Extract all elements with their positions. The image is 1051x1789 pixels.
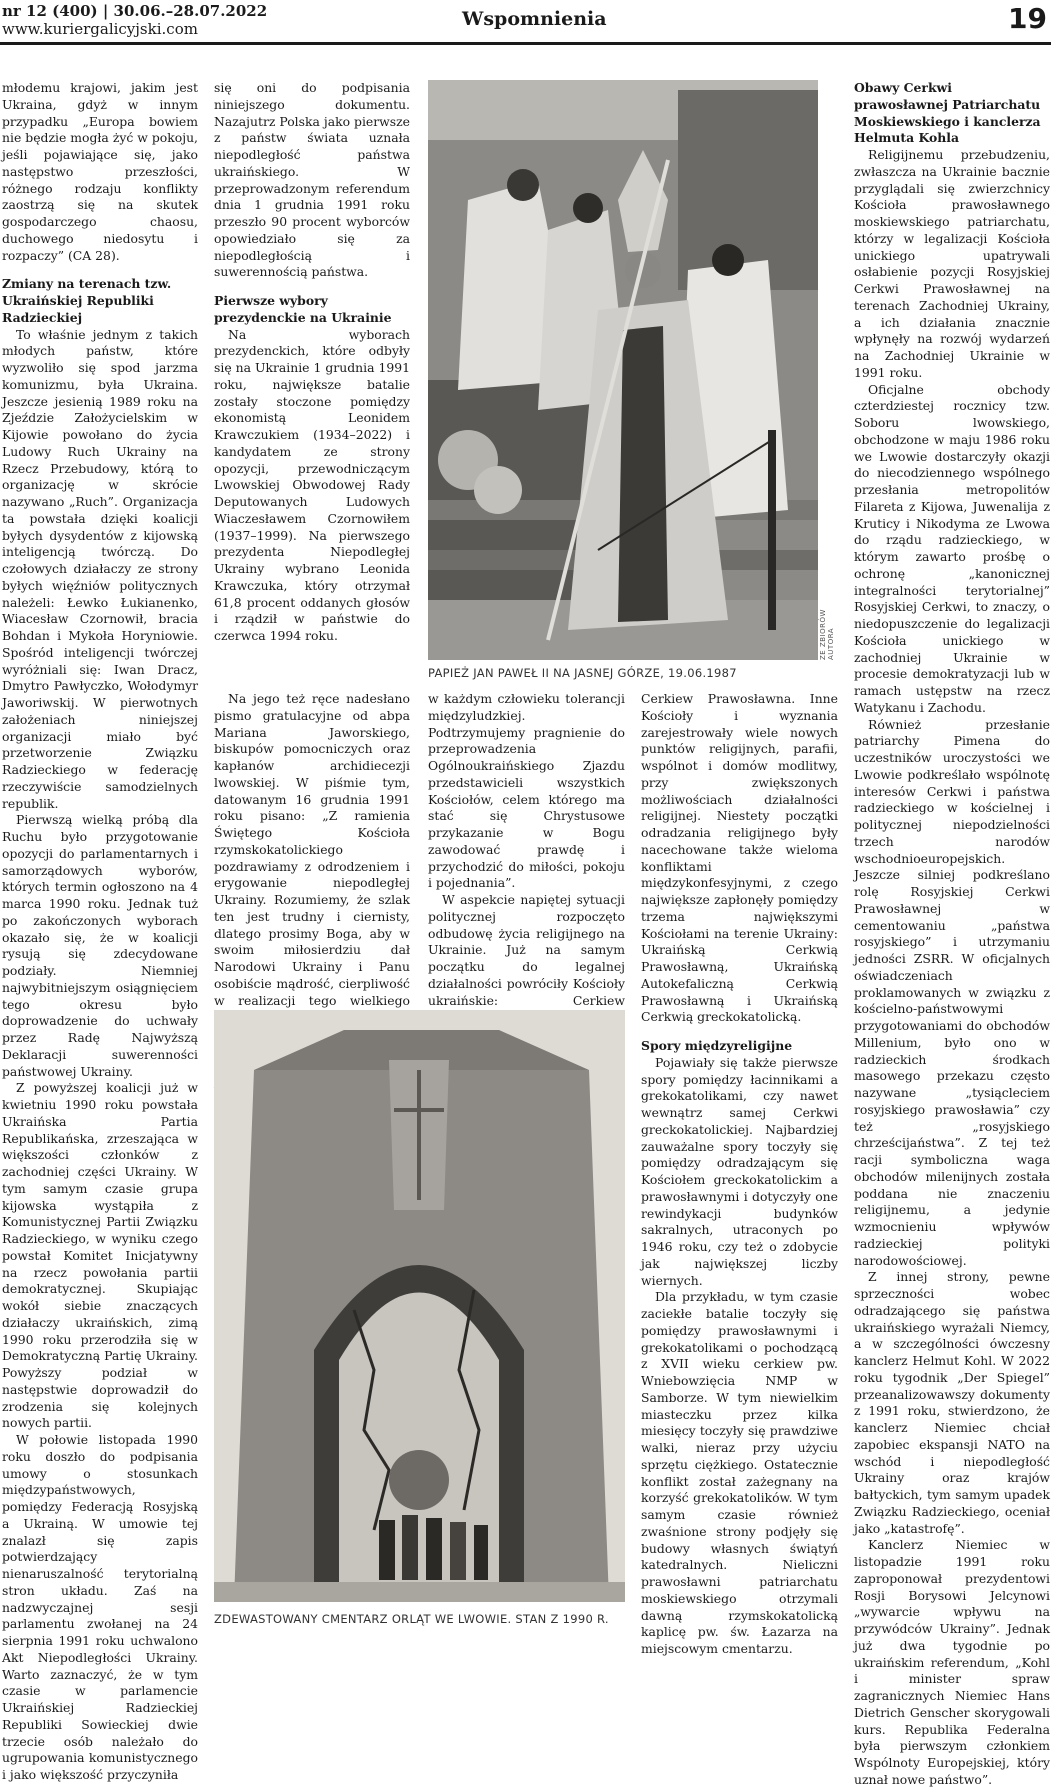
section-title: Wspomnienia	[462, 8, 607, 30]
paragraph: Na jego też ręce nadesłano pismo gratulacyjne od abpa Mariana Jaworskiego, biskupów pomocniczych oraz kapłanów archidiecezji lwowskiej. W piśmie tym, datowanym 16 grudnia 1991 roku pisano: „Z ramienia Świętego Kościoła rzymskokatolickiego pozdrawiamy z odrodzeniem i erygowanie niepodległej Ukrainy. Rozumiemy, że szlak ten jest trudny i ciernisty, dlatego prosimy Boga, aby w swoim miłosierdziu dał Narodowi Ukrainy i Panu osobiście mądrość, cierpliwość w realizacji tego wielkiego	[214, 691, 410, 1008]
page-number: 19	[1008, 2, 1047, 35]
subheading: Obawy Cerkwi prawosławnej Patriarchatu Moskiewskiego i kanclerza Helmuta Kohla	[854, 80, 1041, 146]
pope-photo	[428, 80, 818, 660]
paragraph: Cerkiew Prawosławna. Inne Kościoły i wyznania zarejestrowały wiele nowych punktów religijnych, parafii, wspólnot i domów modlitwy, przy zwiększonych możliwościach działalności religijnej. Niestety początki odradzania religijnego były nacechowane także wieloma konfliktami międzykonfesyjnymi, z czego największe zapłonęły pomiędzy trzema największymi Kościołami na terenie Ukrainy: Ukraińską Cerkwią Prawosławną, Ukraińską Autokefaliczną Cerkwią Prawosławną i Ukraińską Cerkwią greckokatolicką.	[641, 691, 838, 1025]
photo-credit: ZE ZBIORÓW AUTORA	[819, 609, 835, 660]
header-meta	[2, 2, 267, 38]
paragraph: Z innej strony, pewne sprzeczności wobec odradzającego się państwa ukraińskiego wyrażali Niemcy, a w szczególności ówczesny kanclerz Helmut Kohl. W 2022 roku tygodnik „Der Spiegel” przeanalizowawszy dokumenty z 1991 roku, stwierdzono, że kanclerz Niemiec chciał zapobiec ekspansji NATO na wschód i niepodległość Ukrainy oraz krajów bałtyckich, tym samym upadek Związku Radzieckiego, oceniał jako „katastrofę”.	[854, 1269, 1050, 1536]
article-column-3	[428, 691, 625, 1021]
website-link[interactable]: www.kuriergalicyjski.com	[2, 20, 198, 38]
article-column-2-continued	[214, 691, 410, 1011]
paragraph: Religijnemu przebudzeniu, zwłaszcza na Ukrainie bacznie przyglądali się zwierzchnicy Kościoła prawosławnego moskiewskiego patriarchatu, którzy w legalizacji Kościoła unickiego upatrywali osłabienie pozycji Rosyjskiej Cerkwi Prawosławnej na terenach Zachodniej Ukrainy, a ich działania znacznie wpłynęły na rozwój wydarzeń na Zachodniej Ukrainie w 1991 roku.	[854, 147, 1050, 380]
article-column-2	[214, 80, 410, 692]
photo-caption: ZDEWASTOWANY CMENTARZ ORLĄT WE LWOWIE. STAN Z 1990 R.	[214, 1612, 609, 1626]
paragraph: Również przesłanie patriarchy Pimena do uczestników uroczystości we Lwowie podkreślało wspólnotę interesów Cerkwi i państwa radzieckiego w kościelnej i politycznej niepodzielności trzech narodów wschodnioeuropejskich. Jeszcze silniej podkreślano rolę Rosyjskiej Cerkwi Prawosławnej w cementowaniu „państwa rosyjskiego” i utrzymaniu jedności ZSRR. W oficjalnych oświadczeniach proklamowanych w związku z kościelno-państwowymi przygotowaniami do obchodów Millenium, było ono w radzieckich środkach masowego przekazu często nazywane „tysiącleciem rosyjskiego prawosławia” czy też „rosyjskiego chrześcijaństwa”. Z tej też racji symboliczna waga obchodów milenijnych została poddana nie znaczeniu religijnemu, a jedynie wzmocnieniu wpływów radzieckiej polityki narodowościowej.	[854, 716, 1050, 1268]
header-rule	[0, 42, 1051, 45]
article-column-5	[854, 80, 1050, 1787]
paragraph: Z powyższej koalicji już w kwietniu 1990 roku powstała Ukraińska Partia Republikańska, zrzeszająca w większości członków z zachodniej części Ukrainy. W tym samym czasie grupa kijowska wystąpiła z Komunistycznej Partii Związku Radzieckiego, w wyniku czego powstał Komitet Inicjatywny na rzecz powołania partii demokratycznej. Skupiając wokół siebie znaczących działaczy ukraińskich, zimą 1990 roku przerodziła się w Demokratyczną Partię Ukrainy. Powyższy podział w następstwie doprowadził do zrodzenia się kolejnych nowych partii.	[2, 1080, 198, 1431]
article-column-1	[2, 80, 198, 1782]
paragraph: W połowie listopada 1990 roku doszło do podpisania umowy o stosunkach międzypaństwowych, pomiędzy Federacją Rosyjską a Ukrainą. W umowie tej znalazł się zapis potwierdzający nienaruszalność terytorialną stron układu. Zaś na nadzwyczajnej sesji parlamentu zwołanej na 24 sierpnia 1991 roku uchwalono Akt Niepodległości Ukrainy. Warto zaznaczyć, że w tym czasie w parlamencie Ukraińskiej Radzieckiej Republiki Sowieckiej dwie trzecie osób należało do ugrupowania komunistycznego i jako większość przyczyniła	[2, 1432, 198, 1782]
paragraph: Na wyborach prezydenckich, które odbyły się na Ukrainie 1 grudnia 1991 roku, największe batalie zostały stoczone pomiędzy ekonomistą Leonidem Krawczukiem (1934–2022) i kandydatem ze strony opozycji, przewodniczącym Lwowskiej Obwodowej Rady Deputowanych Ludowych Wiaczesławem Czornowiłem (1937–1999). Na pierwszego prezydenta Niepodległej Ukrainy wybrano Leonida Krawczuka, który otrzymał 61,8 procent oddanych głosów i rządził w państwie do czerwca 1994 roku.	[214, 326, 410, 643]
paragraph: Oficjalne obchody czterdziestej rocznicy tzw. Soboru lwowskiego, obchodzone w maju 1986 roku we Lwowie dostarczyły okazji do niecodziennego wspólnego przesłania metropolitów Filareta z Kijowa, Juwenalija z Kruticy i Nikodyma ze Lwowa do rządu radzieckiego, w którym zawarto prośbę o ochronę „kanonicznej integralności terytorialnej” Rosyjskiej Cerkwi, to znaczy, o niedopuszczenie do legalizacji Kościoła unickiego w zachodniej Ukrainie w procesie demokratyzacji lub w ramach ustępstw na rzecz Watykanu i Zachodu.	[854, 381, 1050, 715]
issue-info: nr 12 (400) | 30.06.–28.07.2022	[2, 2, 268, 20]
subheading: Zmiany na terenach tzw. Ukraińskiej Republiki Radzieckiej	[2, 276, 172, 325]
paragraph: W aspekcie napiętej sytuacji politycznej rozpoczęto odbudowę życia religijnego na Ukrainie. Już na samym początku do legalnej działalności powróciły Kościoły ukraińskie: Cerkiew	[428, 892, 625, 1008]
paragraph: młodemu krajowi, jakim jest Ukraina, gdyż w innym przypadku „Europa bowiem nie będzie mogła żyć w pokoju, jeśli pojawiające się, jako następstwo przeszłości, różnego rodzaju konflikty zaostrzą się na skutek gospodarczego chaosu, duchowego niedosytu i rozpaczy” (CA 28).	[2, 80, 198, 263]
paragraph: się oni do podpisania niniejszego dokumentu. Nazajutrz Polska jako pierwsze z państw świata uznała niepodległość państwa ukraińskiego. W przeprowadzonym referendum dnia 1 grudnia 1991 roku przeszło 90 procent wyborców opowiedziało się za niepodległością i suwerennością państwa.	[214, 80, 410, 280]
paragraph: Pierwszą wielką próbą dla Ruchu było przygotowanie opozycji do parlamentarnych i samorządowych wyborów, których termin ogłoszono na 4 marca 1990 roku. Jednak tuż po zakończonych wyborach okazało się, że w koalicji rysują się zdecydowane podziały. Niemniej najwybitniejszym osiągnięciem tego okresu było doprowadzenie do uchwały przez Radę Najwyższą Deklaracji suwerenności państwowej Ukrainy.	[2, 812, 198, 1079]
paragraph: Kanclerz Niemiec w listopadzie 1991 roku zaproponował prezydentowi Rosji Borysowi Jelcynowi „wywarcie wpływu na przywódców Ukrainy”. Jednak już dwa tygodnie po ukraińskim referendum, „Kohl i minister spraw zagranicznych Niemiec Hans Dietrich Genscher skorygowali kurs. Republika Federalna była pierwszym członkiem Wspólnoty Europejskiej, który uznał nowe państwo”.	[854, 1537, 1050, 1787]
paragraph: Dla przykładu, w tym czasie zaciekłe batalie toczyły się pomiędzy prawosławnymi i grekokatolikami o pochodzącą z XVII wieku cerkiew pw. Wniebowzięcia NMP w Samborze. W tym niewielkim miasteczku przez kilka miesięcy toczyły się prawdziwe walki, nieraz przy użyciu sprzętu ciężkiego. Ostatecznie konflikt został zażegnany na korzyść grekokatolików. W tym samym czasie również zwaśnione strony podjęły się budowy własnych świątyń katedralnych. Nieliczni prawosławni patriarchatu moskiewskiego otrzymali dawną rzymskokatolicką kaplicę pw. św. Łazarza na miejscowym cmentarzu.	[641, 1289, 838, 1656]
paragraph: To właśnie jednym z takich młodych państw, które wyzwoliło się spod jarzma komunizmu, była Ukraina. Jeszcze jesienią 1989 roku na Zjeździe Założycielskim w Kijowie powołano do życia Ludowy Ruch Ukrainy na Rzecz Przebudowy, którą to organizację w skrócie nazywano „Ruch”. Organizacja ta powstała dzięki koalicji byłych dysydentów z kijowską inteligencją twórczą. Do czołowych działaczy ze strony byłych więźniów politycznych należeli: Łewko Łukianenko, Wiacesław Czornowił, bracia Bohdan i Mykoła Horyniowie. Spośród inteligencji twórczej wyróżniali się: Iwan Dracz, Dmytro Pawłyczko, Wołodymyr Jaworiwskij. W pierwotnych założeniach niniejszej organizacji miało być przetworzenie Związku Radzieckiego w federację rzeczywiście samodzielnych republik.	[2, 326, 198, 811]
subheading: Pierwsze wybory prezydenckie na Ukrainie	[214, 293, 392, 325]
photo-caption: PAPIEŻ JAN PAWEŁ II NA JASNEJ GÓRZE, 19.06.1987	[428, 666, 737, 680]
cemetery-photo	[214, 1010, 625, 1602]
paragraph: Pojawiały się także pierwsze spory pomiędzy łacinnikami a grekokatolikami, czy nawet wewnątrz samej Cerkwi greckokatolickiej. Najbardziej zauważalne spory toczyły się pomiędzy odradzającym się Kościołem greckokatolickim a prawosławnymi i dotyczyły one rewindykacji budynków sakralnych, utraconych po 1946 roku, czy też o zdobycie jak największej liczby wiernych.	[641, 1054, 838, 1288]
article-column-4	[641, 691, 838, 1656]
paragraph: w każdym człowieku tolerancji międzyludzkiej. Podtrzymujemy pragnienie do przeprowadzenia Ogólnoukraińskiego Zjazdu przedstawicieli wszystkich Kościołów, celem którego ma stać się Chrystusowe przykazanie w Bogu zawodować prawdę i przychodzić do miłości, pokoju i pojednania”.	[428, 691, 625, 891]
subheading: Spory międzyreligijne	[641, 1038, 793, 1053]
